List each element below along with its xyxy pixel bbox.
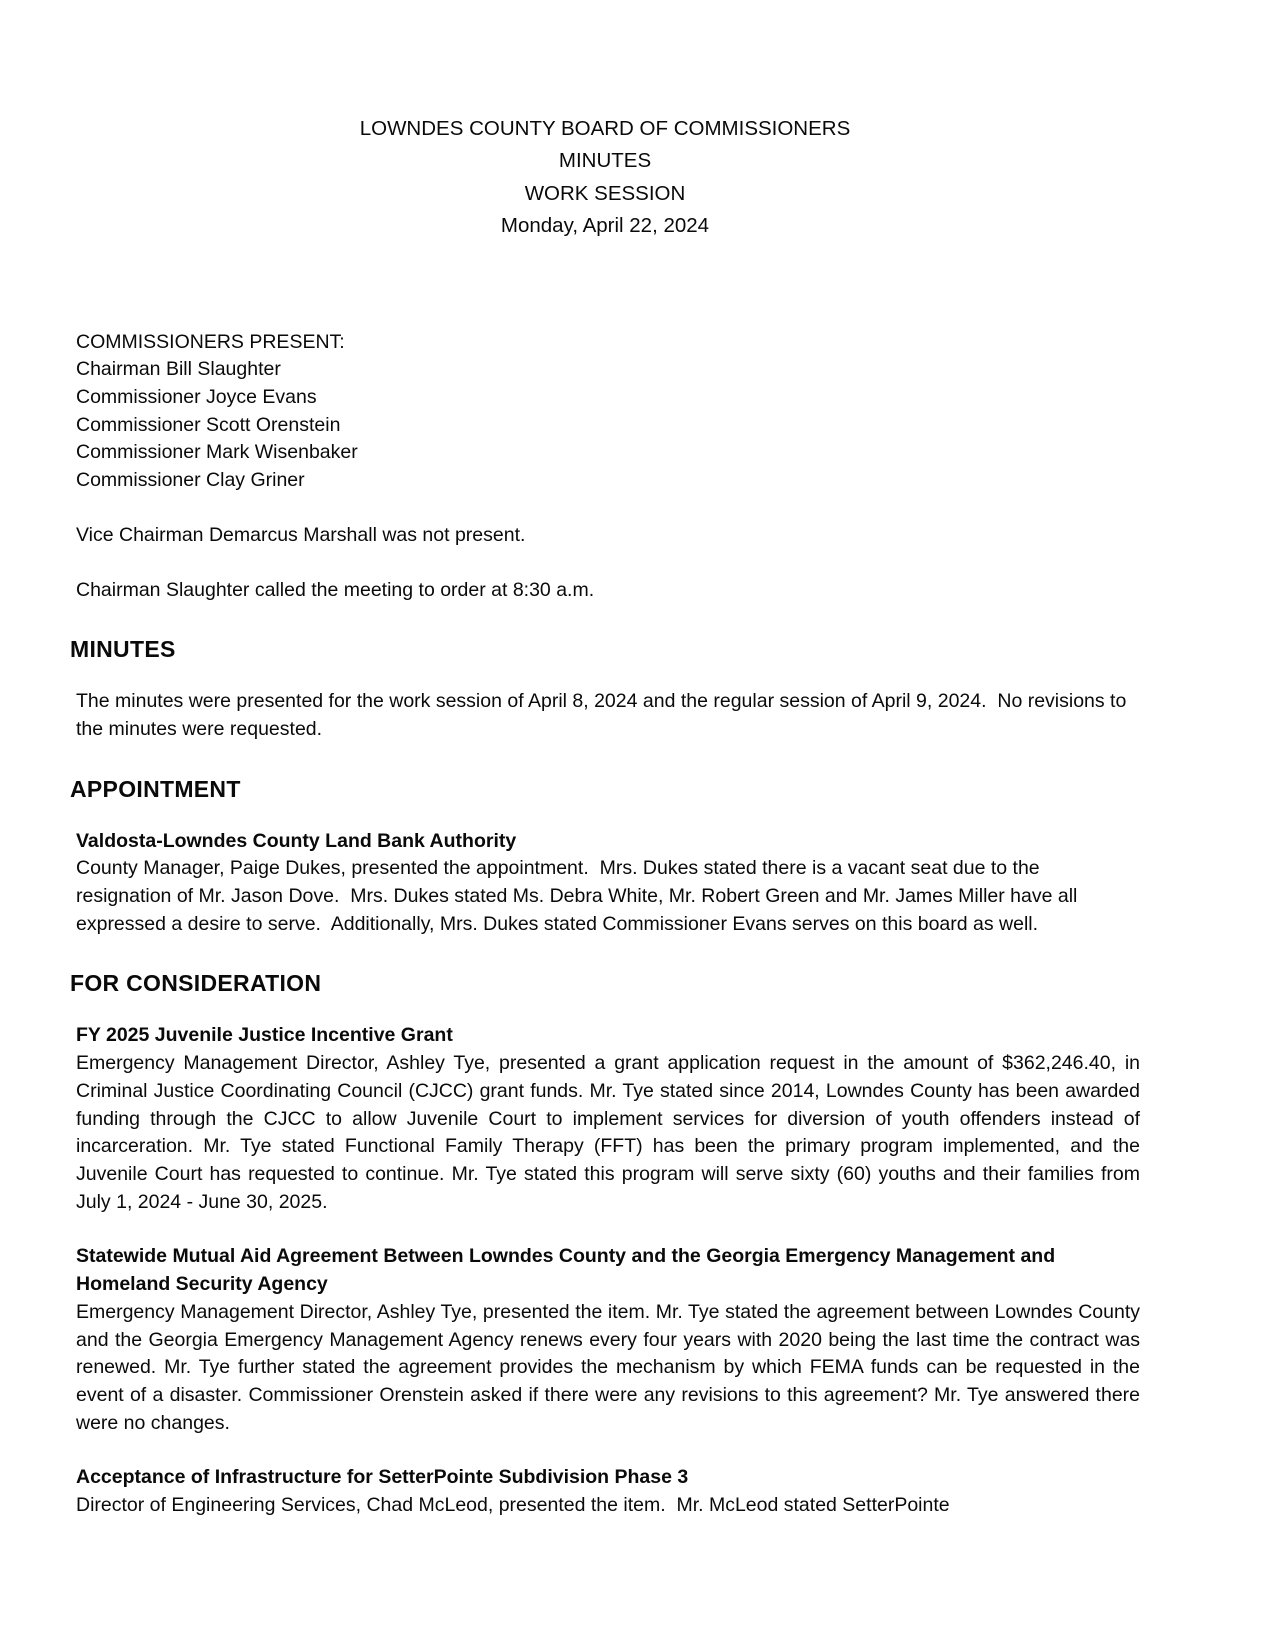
minutes-paragraph: The minutes were presented for the work session of April 8, 2024 and the regular session of April 9, 2024. No revisions to the minutes were requested. [76, 690, 1132, 740]
commissioner-name: Commissioner Clay Griner [76, 469, 305, 492]
item-body: Director of Engineering Services, Chad McLeod, presented the item. Mr. McLeod stated SetterPointe [76, 1494, 950, 1517]
call-to-order-note: Chairman Slaughter called the meeting to order at 8:30 a.m. [76, 578, 595, 601]
section-heading-minutes: MINUTES [70, 636, 176, 663]
item-body: County Manager, Paige Dukes, presented the appointment. Mrs. Dukes stated there is a vacant seat due to the resignation of Mr. Jason Dove. Mrs. Dukes stated Ms. Debra White, Mr. Robert Green and Mr. James Miller have all expressed a desire to serve. Additionally, Mrs. Dukes stated Commissioner Evans serves on this board as well. [76, 857, 1083, 935]
commissioner-name: Commissioner Mark Wisenbaker [76, 441, 358, 464]
item-body: Emergency Management Director, Ashley Tye, presented a grant application request in the amount of $362,246.40, in Criminal Justice Coordinating Council (CJCC) grant funds. Mr. Tye stated since 2014, Lowndes County has been awarded funding through the CJCC to allow Juvenile Court to implement services for diversion of youth offenders instead of incarceration. Mr. Tye stated Functional Family Therapy (FFT) has been the primary program implemented, and the Juvenile Court has requested to continue. Mr. Tye stated this program will serve sixty (60) youths and their families from July 1, 2024 - June 30, 2025. [76, 1052, 1140, 1213]
consideration-item-setterpointe-infrastructure [70, 1464, 1140, 1519]
commissioner-name: Chairman Bill Slaughter [76, 358, 281, 381]
document-content [70, 113, 1140, 1520]
document-title-org: LOWNDES COUNTY BOARD OF COMMISSIONERS [359, 117, 851, 140]
item-title: FY 2025 Juvenile Justice Incentive Grant [76, 1024, 453, 1047]
section-heading-appointment: APPOINTMENT [70, 775, 241, 802]
appointment-item-land-bank-authority [70, 828, 1140, 939]
commissioners-present-label: COMMISSIONERS PRESENT: [76, 330, 345, 353]
item-body: Emergency Management Director, Ashley Tye, presented the item. Mr. Tye stated the agreement between Lowndes County and the Georgia Emergency Management Agency renews every four years with 2020 being the last time the contract was renewed. Mr. Tye further stated the agreement provides the mechanism by which FEMA funds can be requested in the event of a disaster. Commissioner Orenstein asked if there were any revisions to this agreement? Mr. Tye answered there were no changes. [76, 1300, 1140, 1434]
document-title-session-type: WORK SESSION [524, 181, 686, 205]
document-title-doc-type: MINUTES [558, 149, 652, 173]
item-title: Acceptance of Infrastructure for SetterPointe Subdivision Phase 3 [76, 1466, 689, 1489]
commissioner-name: Commissioner Scott Orenstein [76, 413, 341, 436]
document-title-date: Monday, April 22, 2024 [500, 214, 710, 238]
consideration-item-statewide-mutual-aid [70, 1243, 1140, 1437]
item-title: Statewide Mutual Aid Agreement Between Lowndes County and the Georgia Emergency Management and Homeland Security Agency [76, 1245, 1056, 1296]
minutes-item [70, 688, 1140, 743]
item-title: Valdosta-Lowndes County Land Bank Authority [76, 829, 517, 852]
section-heading-for-consideration: FOR CONSIDERATION [70, 970, 322, 997]
attendance-block [70, 329, 1140, 605]
commissioner-name: Commissioner Joyce Evans [76, 386, 317, 409]
consideration-item-juvenile-justice-grant [70, 1022, 1140, 1216]
absent-note: Vice Chairman Demarcus Marshall was not present. [76, 523, 526, 546]
document-title-block [70, 113, 1140, 243]
